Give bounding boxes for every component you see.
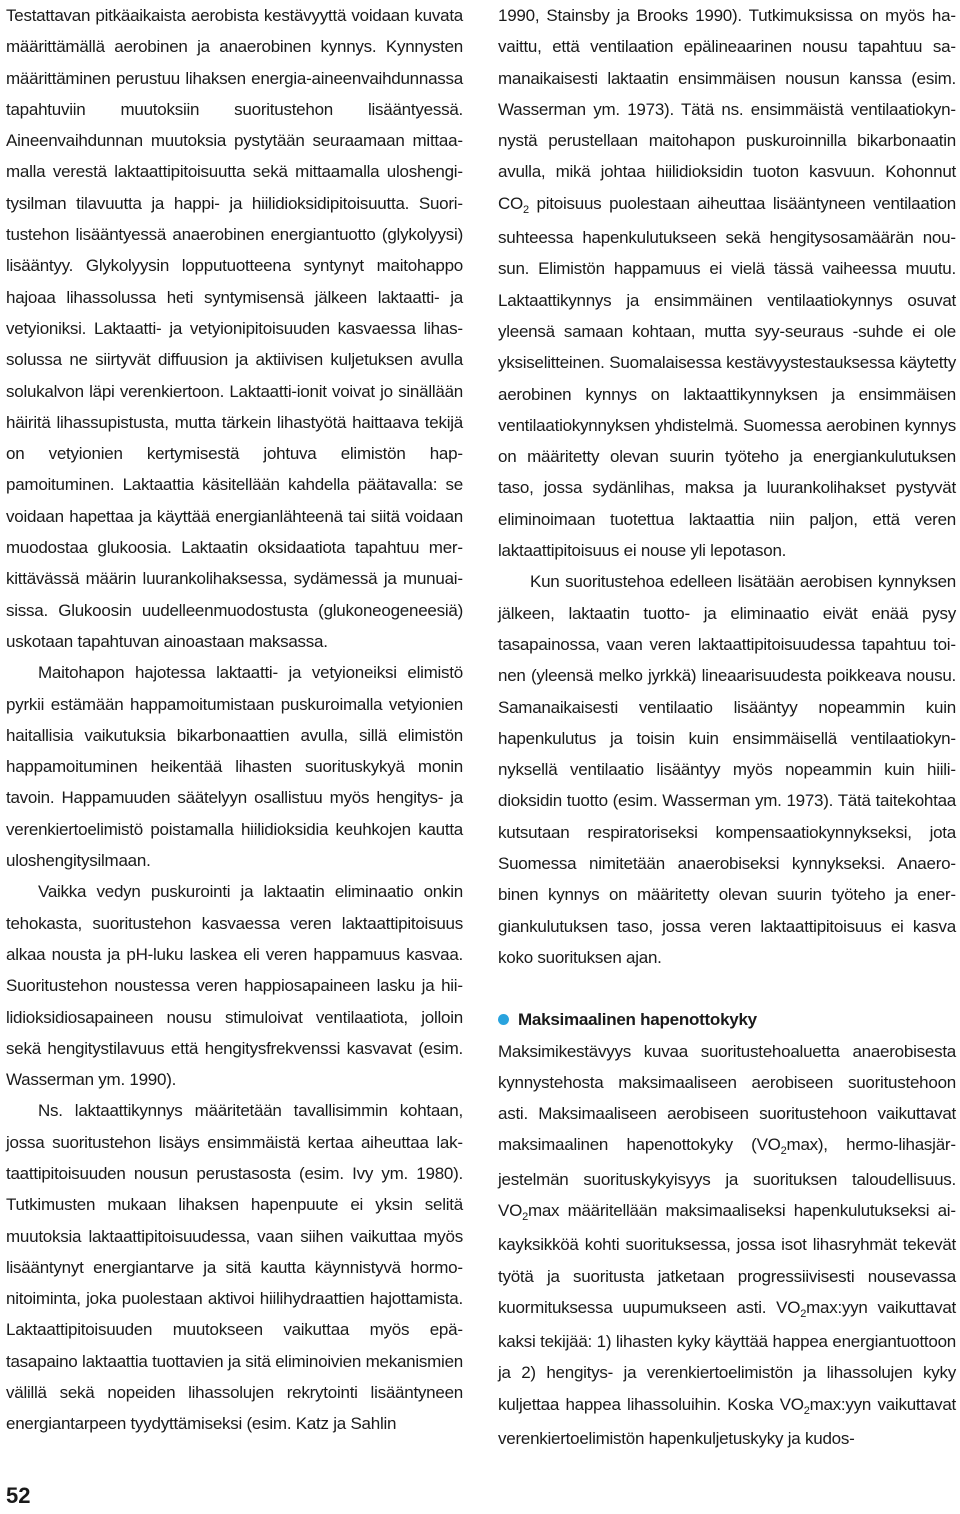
right-column — [498, 0, 956, 1454]
text-run: Maksimikestävyys kuvaa suoritustehoaluetta anaerobisesta kynnystehosta maksimaaliseen aerobiseen suoritustehoon asti. Maksimaaliseen aerobiseen suoritustehoon vaikuttavat maksimaalinen hapenottokyky (VO — [498, 1041, 956, 1155]
text-run: pitoisuus puolestaan aiheuttaa lisääntyneen ventilaation suhteessa hapenkulutukseen sekä hengitysosamäärän nousun. Elimistön happamuus ei vielä tässä vaiheessa muutu. Laktaattikynnys ja ensimmäinen ventilaatiokynnys osuvat yleensä samaan kohtaan, mutta syy-seuraus -suhde ei ole yksiselitteinen. Suomalaisessa kestävyystestauksessa käytetty aerobinen kynnys on laktaattikynnyksen ja ensimmäisen ventilaatiokynnyksen yhdistelmä. Suomessa aerobinen kynnys on määritetty olevan suurin työteho ja energiankulutuksen taso, jossa sydänlihas, maksa ja luurankolihakset pystyvät eliminoimaan tuotettua laktaattia niin paljon, että veren laktaattipitoisuus ei nouse yli lepotason. — [498, 193, 956, 561]
left-paragraph-2: Maitohapon hajotessa laktaatti- ja vetyioneiksi elimistö pyrkii estämään happamoitumistaan puskuroimalla vetyionien haitallisia vaikutuksia bikarbonaattien avulla, sillä elimistön happamoituminen heikentää lihasten suorituskykyä monin tavoin. Happamuuden säätelyyn osallistuu myös hengitys- ja verenkiertoelimistö poistamalla hiilidioksidia keuhkojen kautta uloshengitysilmaan. — [6, 663, 463, 871]
subscript: 2 — [780, 1145, 787, 1158]
page-number: 52 — [6, 1483, 31, 1508]
section-heading — [498, 1004, 956, 1035]
text-run: 1990, Stainsby ja Brooks 1990). Tutkimuksissa on myös havaittu, että ventilaation epälineaarinen nousu tapahtuu samanaikaisesti laktaatin ensimmäisen nousun kanssa (esim. Wasserman ym. 1973). Tätä ns. ensimmäistä ventilaatiokynnystä perustellaan maitohapon puskuroinnilla bikarbonaatin avulla, mikä johtaa hiilidioksidin tuoton kasvuun. Kohonnut CO — [498, 6, 956, 213]
text-run: max), hermo-lihasjärjestelmän suorituskykyisyys ja suorituksen taloudellisuus. VO — [498, 1135, 956, 1220]
bullet-dot-icon — [498, 1014, 509, 1025]
right-paragraph-1 — [498, 0, 956, 566]
left-column — [6, 0, 463, 1440]
section-heading-text: Maksimaalinen hapenottokyky — [518, 1010, 757, 1030]
left-paragraph-1: Testattavan pitkäaikaista aerobista kestävyyttä voidaan kuvata määrittämällä aerobinen ja anaerobinen kynnys. Kynnysten määrittäminen perustuu lihaksen energia-aineenvaihdunnassa tapahtuviin muutoksiin suoritustehon lisääntyessä. Aineenvaihdunnan muutoksia pystytään seuraamaan mittaamalla verestä laktaattipitoisuutta sekä mittaamalla uloshengitysilman tilavuutta ja happi- ja hiilidioksidipitoisuutta. Suoritustehon lisääntyessä anaerobinen energiantuotto (glykolyysi) lisääntyy. Glykolyysin lopputuotteena syntynyt maitohappo hajoaa lihassolussa heti syntymisensä jälkeen laktaatti- ja vetyioniksi. Laktaatti- ja vetyionipitoisuuden kasvaessa lihassolussa ne siirtyvät diffuusion ja aktiivisen kuljetuksen avulla solukalvon läpi verenkiertoon. Laktaatti-ionit voivat jo sinällään häiritä lihassupistusta, mutta tärkein lihastyötä haittaava tekijä on vetyionien kertymisestä johtuva elimistön happamoituminen. Laktaattia käsitellään kahdella päätavalla: se voidaan hapettaa ja käyttää energianlähteenä tai siitä voidaan muodostaa glukoosia. Laktaatin oksidaatiota tapahtuu merkittävässä määrin luurankolihaksessa, sydämessä ja munuaisissa. Glukoosin uudelleenmuodostusta (glukoneogeneesiä) uskotaan tapahtuvan ainoastaan maksassa. — [6, 6, 463, 651]
text-run: max:yyn vaikuttavat kaksi tekijää: 1) lihasten kyky käyttää happea energiantuottoon ja 2) hengitys- ja verenkiertoelimistön ja lihassolujen kyky kuljettaa happea lihassoluihin. Koska VO — [498, 1297, 956, 1414]
right-paragraph-2: Kun suoritustehoa edelleen lisätään aerobisen kynnyksen jälkeen, laktaatin tuotto- ja eliminaatio eivät enää pysy tasapainossa, vaan veren laktaattipitoisuudessa tapahtuu toinen (yleensä melko jyrkkä) lineaarisuudesta poikkeava nousu. Samanaikaisesti ventilaatio lisääntyy nopeammin kuin hapenkulutus ja toisin kuin ensimmäisellä ventilaatiokynnyksellä ventilaatio lisääntyy myös nopeammin kuin hiilidioksidin tuotto (esim. Wasserman ym. 1973). Tätä taitekohtaa kutsutaan respiratoriseksi kompensaatiokynnykseksi, jota Suomessa nimitetään anaerobiseksi kynnykseksi. Anaerobinen kynnys on määritetty olevan suurin työteho ja energiankulutuksen taso, jossa veren laktaattipitoisuus ei kasva koko suorituksen ajan. — [498, 572, 956, 967]
subscript: 2 — [800, 1307, 807, 1320]
left-paragraph-4: Ns. laktaattikynnys määritetään tavallisimmin kohtaan, jossa suoritustehon lisäys ensimmäistä kertaa aiheuttaa laktaattipitoisuuden nousun perustasosta (esim. Ivy ym. 1980). Tutkimusten mukaan lihaksen hapenpuute ei yksin selitä muutoksia laktaattipitoisuudessa, vaan siihen vaikuttaa myös lisääntynyt energiantarve ja sitä kautta käynnistyvä hormonitoiminta, joka puolestaan aktivoi hiilihydraattien hajottamista. Laktaattipitoisuuden muutokseen vaikuttaa myös epätasapaino laktaattia tuottavien ja sitä eliminoivien mekanismien välillä sekä nopeiden lihassolujen rekrytointi lisääntyneen energiantarpeen tyydyttämiseksi (esim. Katz ja Sahlin — [6, 1101, 463, 1434]
subscript: 2 — [523, 203, 529, 216]
text-run: max:yyn vaikuttavat verenkiertoelimistön hapenkuljetuskyky ja kudos- — [498, 1394, 956, 1449]
text-run: max määritellään maksimaaliseksi hapenkulutukseksi aikayksikköä kohti suorituksessa, jossa isot lihasryhmät tekevät työtä ja suoritusta jatketaan progressiivisesti nousevassa kuormituksessa uupumukseen asti. VO — [498, 1200, 956, 1317]
subscript: 2 — [522, 1210, 528, 1223]
subscript: 2 — [803, 1404, 810, 1417]
left-paragraph-3: Vaikka vedyn puskurointi ja laktaatin eliminaatio onkin tehokasta, suoritustehon kasvaessa veren laktaattipitoisuus alkaa nousta ja pH-luku laskea eli veren happamuus kasvaa. Suoritustehon noustessa veren happiosapaineen lasku ja hiilidioksidiosapaineen nousu stimuloivat ventilaatiota, jolloin sekä hengitystilavuus että hengitysfrekvenssi kasvavat (esim. Wasserman ym. 1990). — [6, 882, 463, 1090]
right-paragraph-3 — [498, 1036, 956, 1455]
